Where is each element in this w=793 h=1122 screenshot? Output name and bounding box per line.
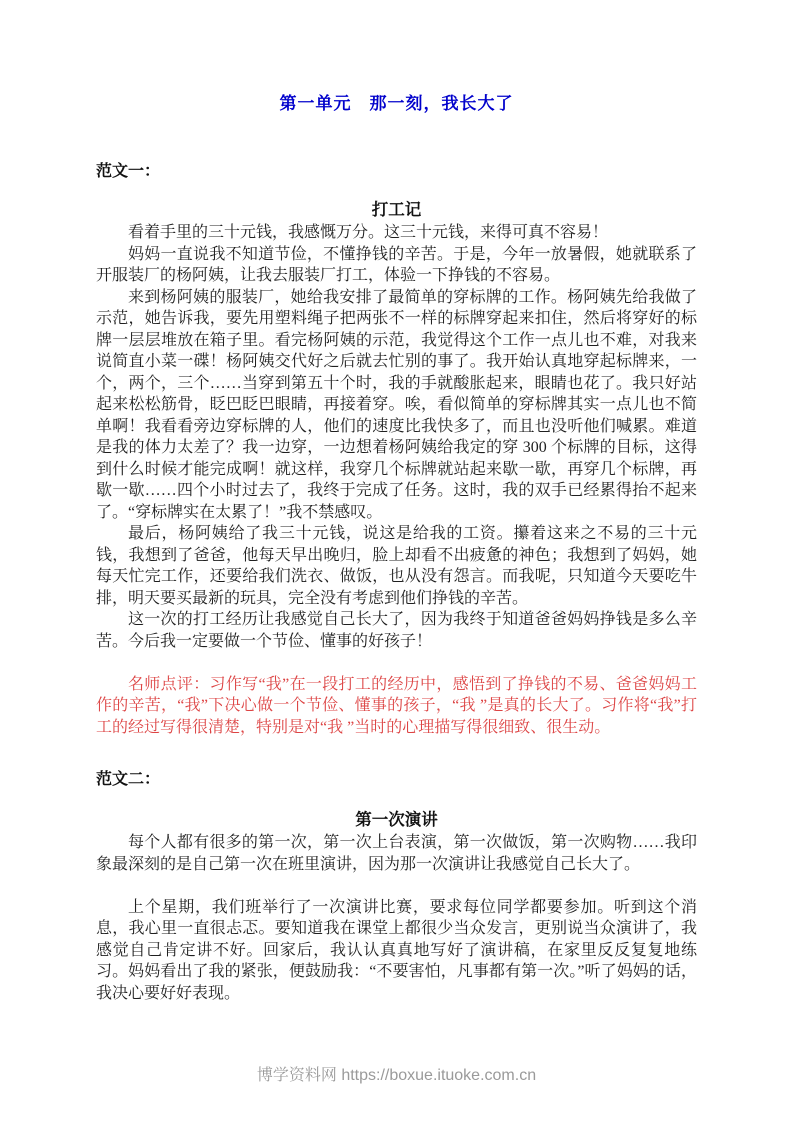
essay1-paragraph-2: 妈妈一直说我不知道节俭，不懂挣钱的辛苦。于是，今年一放暑假，她就联系了开服装厂的杨阿姨，让我去服装厂打工，体验一下挣钱的不容易。 [96, 245, 697, 284]
essay2-paragraph-2: 上个星期，我们班举行了一次演讲比赛，要求每位同学都要参加。听到这个消息，我心里一直很忐忑。要知道我在课堂上都很少当众发言，更别说当众演讲了，我感觉自己肯定讲不好。回家后，我认认真真地写好了演讲稿，在家里反反复复地练习。妈妈看出了我的紧张，便鼓励我：“不要害怕，凡事都有第一次。”听了妈妈的话，我决心要好好表现。 [96, 898, 697, 1002]
essay2-paragraph-1: 每个人都有很多的第一次，第一次上台表演，第一次做饭，第一次购物……我印象最深刻的是自己第一次在班里演讲，因为那一次演讲让我感觉自己长大了。 [96, 834, 697, 873]
essay-1-section [96, 163, 697, 738]
footer-watermark-text: 博学资料网 https://boxue.ituoke.com.cn [256, 1067, 537, 1084]
essay1-label: 范文一： [96, 163, 161, 180]
essay1-paragraph-4: 最后，杨阿姨给了我三十元钱，说这是给我的工资。攥着这来之不易的三十元钱，我想到了爸爸，他每天早出晚归，脸上却看不出疲惫的神色；我想到了妈妈，她每天忙完工作，还要给我们洗衣、做饭，也从没有怨言。而我呢，只知道今天要吃牛排，明天要买最新的玩具，完全没有考虑到他们挣钱的辛苦。 [96, 525, 697, 607]
essay-2-section [96, 771, 697, 1004]
teacher-comment: 名师点评：习作写“我”在一段打工的经历中，感悟到了挣钱的不易、爸爸妈妈工作的辛苦，“我”下决心做一个节俭、懂事的孩子，“我 ”是真的长大了。习作将“我”打工的经过写得很清楚，特别是对“我 ”当时的心理描写得很细致、很生动。 [96, 675, 697, 736]
essay1-paragraph-1: 看着手里的三十元钱，我感慨万分。这三十元钱，来得可真不容易！ [128, 224, 609, 241]
essay2-label: 范文二： [96, 771, 161, 788]
essay1-title: 打工记 [371, 201, 422, 219]
essay2-title: 第一次演讲 [355, 811, 438, 829]
site-footer [0, 1066, 793, 1086]
essay1-paragraph-5: 这一次的打工经历让我感觉自己长大了，因为我终于知道爸爸妈妈挣钱是多么辛苦。今后我一定要做一个节俭、懂事的好孩子！ [96, 611, 697, 650]
unit-title: 第一单元 那一刻，我长大了 [279, 94, 514, 113]
essay1-paragraph-3: 来到杨阿姨的服装厂，她给我安排了最简单的穿标牌的工作。杨阿姨先给我做了示范，她告诉我，要先用塑料绳子把两张不一样的标牌穿起来扣住，然后将穿好的标牌一层层堆放在箱子里。看完杨阿姨的示范，我觉得这个工作一点儿也不难，对我来说简直小菜一碟！杨阿姨交代好之后就去忙别的事了。我开始认真地穿起标牌来，一个，两个，三个……当穿到第五十个时，我的手就酸胀起来，眼睛也花了。我只好站起来松松筋骨，眨巴眨巴眼睛，再接着穿。唉，看似简单的穿标牌其实一点儿也不简单啊！我看看旁边穿标牌的人，他们的速度比我快多了，而且也没听他们喊累。难道是我的体力太差了？我一边穿，一边想着杨阿姨给我定的穿 300 个标牌的目标，这得到什么时候才能完成啊！就这样，我穿几个标牌就站起来歇一歇，再穿几个标牌，再歇一歇……四个小时过去了，我终于完成了任务。这时，我的双手已经累得抬不起来了。“穿标牌实在太累了！”我不禁感叹。 [96, 288, 697, 521]
